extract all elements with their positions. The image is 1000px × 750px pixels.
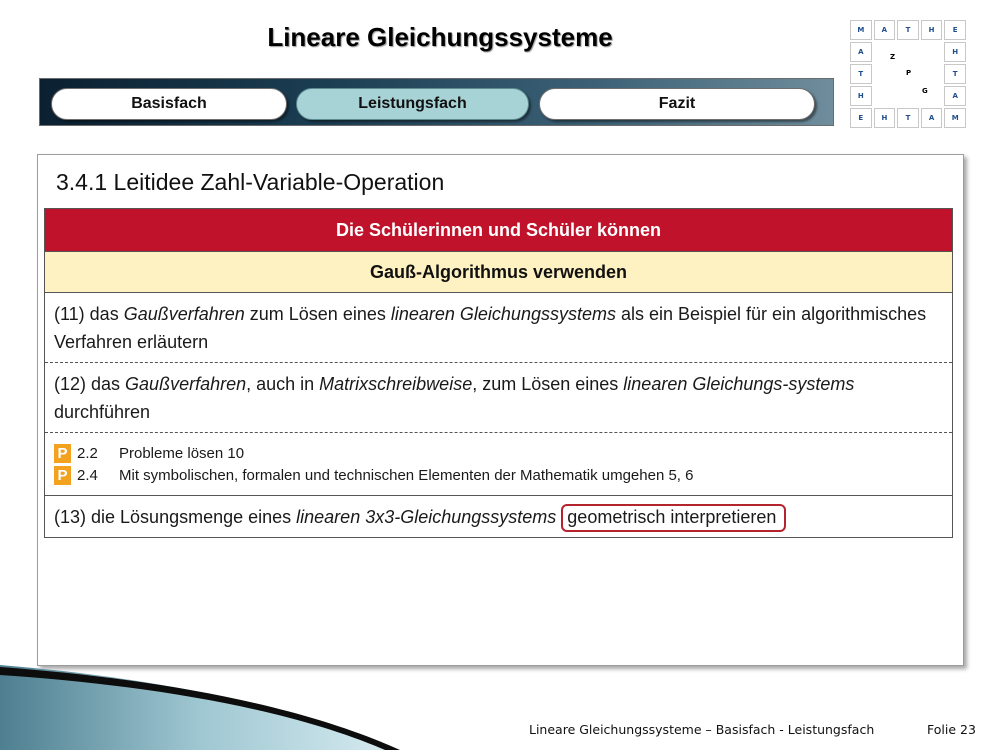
logo-letter: H: [944, 42, 966, 62]
item-13-term: linearen 3x3-Gleichungssystems: [296, 507, 557, 527]
logo-letter: M: [850, 20, 872, 40]
item-12-text: , auch in: [246, 374, 320, 394]
table-header-yellow: Gauß-Algorithmus verwenden: [45, 252, 952, 293]
nav-leistungsfach-button[interactable]: Leistungsfach: [296, 88, 529, 120]
item-12-term: linearen Gleichungs-systems: [623, 374, 855, 394]
logo-inner-letter: G: [922, 87, 928, 95]
logo-letter: T: [897, 108, 919, 128]
logo-letter: A: [850, 42, 872, 62]
item-11-text: (11) das: [54, 304, 124, 324]
p-reference: [54, 464, 943, 486]
p-reference-number: 2.2: [77, 444, 98, 462]
logo-letter: H: [921, 20, 943, 40]
logo-letter: T: [897, 20, 919, 40]
decorative-swoosh: [0, 665, 620, 750]
logo-letter: T: [850, 64, 872, 84]
item-11: [45, 293, 952, 363]
p-reference-block: [45, 433, 952, 496]
nav-fazit-button[interactable]: Fazit: [539, 88, 815, 120]
item-11-term: linearen Gleichungssystems: [390, 304, 616, 324]
logo-letter: T: [944, 64, 966, 84]
item-11-term: Gaußverfahren: [123, 304, 245, 324]
logo-letter: H: [850, 86, 872, 106]
item-12: [45, 363, 952, 433]
item-12-term: Matrixschreibweise: [319, 374, 473, 394]
logo-letter: A: [874, 20, 896, 40]
item-11-text: als ein Beispiel für ein algorithmisches Verfahren erläutern: [54, 304, 927, 352]
item-12-text: , zum Lösen eines: [472, 374, 624, 394]
p-reference: [54, 442, 943, 464]
logo-letter: H: [874, 108, 896, 128]
section-heading: 3.4.1 Leitidee Zahl-Variable-Operation: [56, 169, 445, 195]
p-reference-text: Probleme lösen 10: [119, 444, 245, 462]
item-13: [45, 496, 952, 537]
p-reference-number: 2.4: [77, 466, 98, 484]
item-13-text: (13) die Lösungsmenge eines: [54, 507, 297, 527]
item-12-text: durchführen: [54, 402, 151, 422]
logo-letter: A: [944, 86, 966, 106]
curriculum-table: [44, 208, 953, 538]
nav-bar: [39, 78, 834, 126]
item-13-highlight: geometrisch interpretieren: [561, 504, 786, 532]
nav-basisfach-button[interactable]: Basisfach: [51, 88, 287, 120]
p-badge-icon: P: [54, 444, 71, 463]
p-badge-icon: P: [54, 466, 71, 485]
logo-letter: E: [944, 20, 966, 40]
table-header-red: Die Schülerinnen und Schüler können: [45, 209, 952, 252]
footer-text: Lineare Gleichungssysteme – Basisfach - Leistungsfach: [529, 722, 875, 737]
slide-title: Lineare Gleichungssysteme: [267, 22, 613, 52]
logo-letter: E: [850, 108, 872, 128]
logo-letter: M: [944, 108, 966, 128]
logo-inner-letter: P: [906, 69, 912, 77]
item-12-term: Gaußverfahren: [125, 374, 247, 394]
logo-inner-letter: Z: [890, 53, 896, 61]
slide-number: Folie 23: [927, 722, 976, 737]
logo-letter: A: [921, 108, 943, 128]
item-12-text: (12) das: [54, 374, 126, 394]
item-11-text: zum Lösen eines: [244, 304, 391, 324]
content-panel: [37, 154, 964, 666]
p-reference-text: Mit symbolischen, formalen und technischen Elementen der Mathematik umgehen 5, 6: [119, 466, 694, 484]
